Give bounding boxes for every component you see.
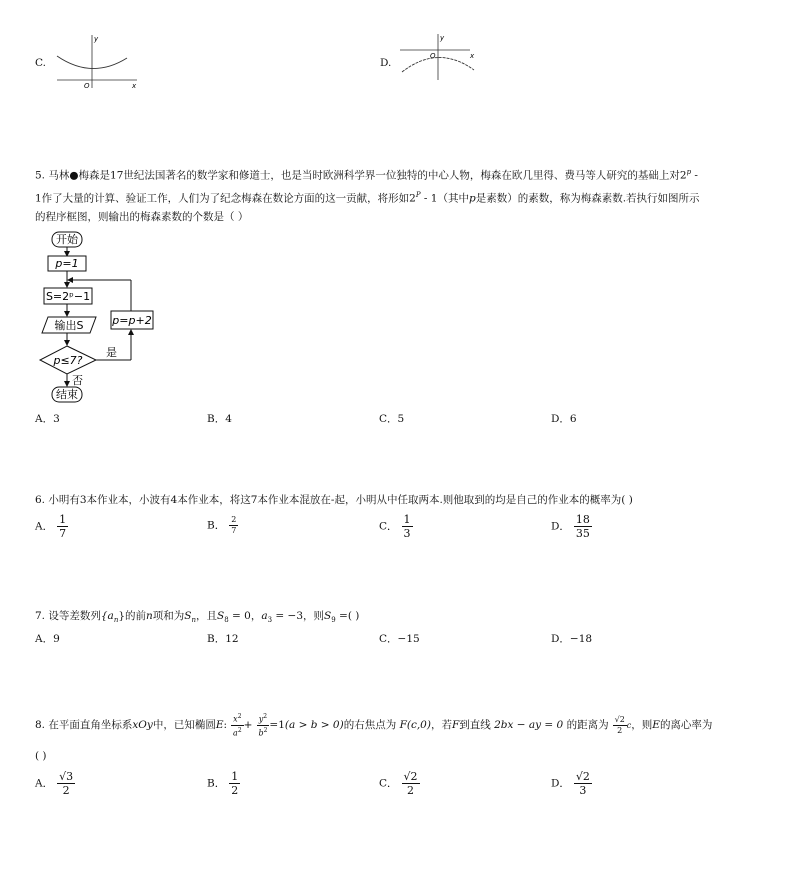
q7-option-b[interactable]: B．12 — [207, 633, 239, 645]
q6-option-a[interactable]: A． $\frac{1}{7}$ — [35, 513, 67, 540]
q5-option-b[interactable]: B．4 — [207, 413, 232, 425]
q8-option-d[interactable]: D． $\frac{√2}{3}$ — [551, 770, 590, 797]
flow-start-label: 开始 — [56, 233, 78, 246]
q6-option-b[interactable]: B． $\frac{2}{7}$ — [207, 515, 237, 535]
q8-option-c[interactable]: C． $\frac{√2}{2}$ — [379, 770, 418, 797]
flow-output-label: 输出S — [54, 319, 84, 332]
axis-y-label: y — [94, 35, 99, 43]
flow-no-label: 否 — [72, 374, 83, 387]
q7-option-d[interactable]: D．−18 — [551, 633, 593, 645]
q7-text: 7. 设等差数列$\{a_n\}$的前n项和为$S_n$，且$S_8 = 0$，$a_3 = -3$，则$S_9$ =( ) — [35, 610, 360, 625]
axis-x-label: x — [132, 82, 137, 90]
q8-text: 8. 在平面直角坐标系xOy中，已知椭圆E: $\frac{x^2}{a^2}$ + $\frac{y^2}{b^2}$ =1(a > b > 0)的右焦点为 F(c,0)，若F到直线 2bx − ay = 0 的距离为 $\frac{√2}{2}$ c，则E的离心率为 — [35, 712, 713, 738]
q5-line-2: 1作了大量的计算、验证工作，人们为了纪念梅森在数论方面的这一贡献，将形如$2^P - 1$（其中p是素数）的素数，称为梅森素数.若执行如图所示 — [35, 191, 700, 205]
q7-option-c[interactable]: C．−15 — [379, 633, 420, 645]
flow-condition-label: p≤7? — [53, 354, 83, 367]
q4-option-d-letter: D. — [380, 57, 392, 69]
q5-flowchart — [38, 230, 163, 408]
flow-init-label: p=1 — [55, 257, 79, 270]
q5-option-a[interactable]: A．3 — [35, 413, 60, 425]
axis-origin-label: O — [84, 82, 90, 90]
q4-option-d-graph — [398, 30, 493, 90]
q6-option-c[interactable]: C． $\frac{1}{3}$ — [379, 513, 411, 540]
flow-calc-label: S=2ᵖ−1 — [45, 290, 91, 303]
q5-option-d[interactable]: D．6 — [551, 413, 577, 425]
q4-option-c-letter: C. — [35, 57, 46, 69]
q8-option-a[interactable]: A． $\frac{√3}{2}$ — [35, 770, 74, 797]
axis-x-label: x — [470, 52, 475, 60]
q8-option-b[interactable]: B． $\frac{1}{2}$ — [207, 770, 239, 797]
axis-y-label: y — [440, 34, 445, 42]
q6-option-d[interactable]: D． $\frac{18}{35}$ — [551, 513, 590, 540]
flow-update-label: p=p+2 — [112, 314, 152, 327]
q5-line-1: 5. 马林●梅森是17世纪法国著名的数学家和修道士，也是当时欧洲科学界一位独特的中心人物，梅森在欧几里得、费马等人研究的基础上对2$^p$ - — [35, 168, 698, 182]
q7-option-a[interactable]: A．9 — [35, 633, 60, 645]
axis-origin-label: O — [430, 52, 436, 60]
q6-text: 6. 小明有3本作业本，小波有4本作业本，将这7本作业本混放在-起，小明从中任取两本.则他取到的均是自己的作业本的概率为( ) — [35, 494, 633, 506]
flow-end-label: 结束 — [56, 388, 78, 401]
q8-bracket: ( ) — [35, 750, 47, 762]
q5-line-3: 的程序框图，则输出的梅森素数的个数是（ ） — [35, 211, 249, 223]
q5-option-c[interactable]: C．5 — [379, 413, 405, 425]
q4-option-c-graph — [52, 30, 147, 90]
flow-yes-label: 是 — [106, 346, 117, 359]
